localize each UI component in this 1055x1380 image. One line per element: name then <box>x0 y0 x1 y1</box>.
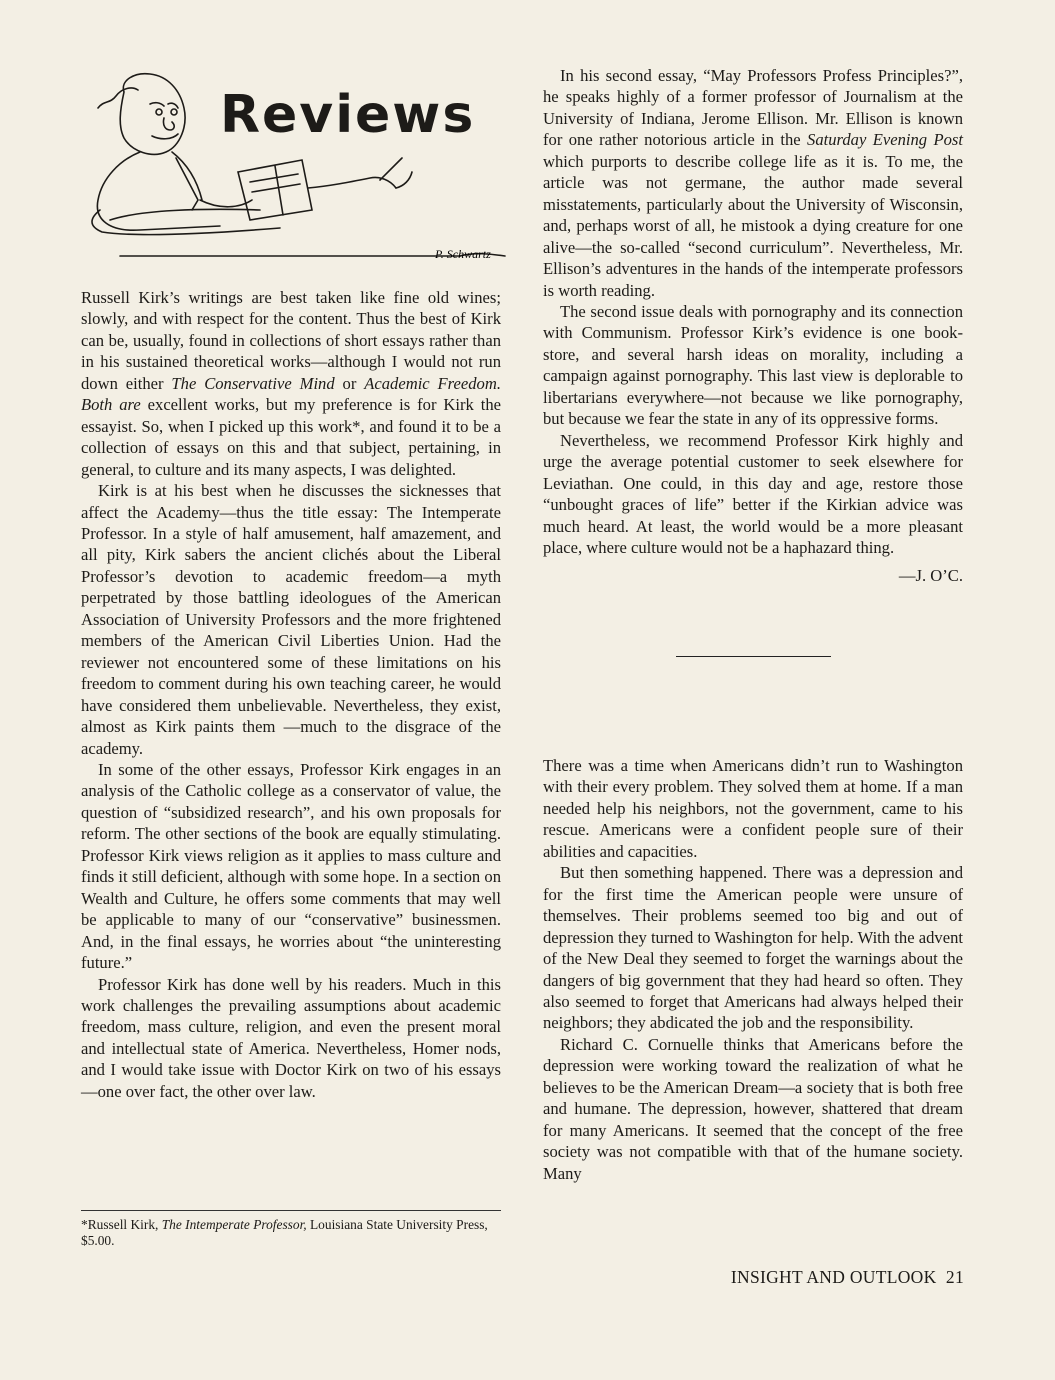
footnote-divider <box>81 1210 501 1211</box>
right-paragraph-1 <box>543 65 963 301</box>
second-review-paragraph-3: Richard C. Cornuelle thinks that Americans before the depression were working toward the realization of what he believes to be the American Dream—a society that is both free and humane. The depression, however, shattered that dream for many Americans. It seemed that the concept of the free society was not compatible with that of the humane society. Many <box>543 1034 963 1183</box>
page-number: 21 <box>945 1267 964 1287</box>
magazine-name: INSIGHT AND OUTLOOK <box>730 1267 937 1287</box>
footnote-book-title: The Intemperate Professor, <box>161 1217 307 1232</box>
section-separator <box>676 656 831 657</box>
second-review-paragraph-2: But then something happened. There was a depression and for the first time the American people were unsure of themselves. Their problems seemed too big and out of depression they turned to Washington for help. With the advent of the New Deal they seemed to forget the warnings about the dangers of big government that they had heard so often. They also seemed to forget that Americans had always helped their neighbors; they abdicated the job and the responsibility. <box>543 863 963 1033</box>
right-column-top <box>543 65 963 587</box>
reviews-title: Reviews <box>220 85 476 145</box>
left-p1-text-c: excellent works, but my preference is for Kirk the essayist. So, when I picked up this work*, and found it to be a collection of essays on this and that subject, pertaining, in general, to culture and its many aspects, I was delighted. <box>81 395 501 479</box>
left-column <box>81 287 501 1102</box>
reviews-header-illustration <box>80 60 510 275</box>
cartoon-reader-icon <box>80 60 510 275</box>
right-p1-text-b: which purports to describe college life as it is. To me, the article was not germane, the author made several misstatements, particularly about the University of Wisconsin, and, perhaps worst of all, he mistook a dying creature for one alive—the so-called “second curriculum”. Nevertheless, Mr. Ellison’s adventures in the hands of the intemperate professors is worth reading. <box>543 151 963 300</box>
footnote <box>81 1217 501 1248</box>
publication-title-saturday-evening-post: Saturday Evening Post <box>807 130 963 150</box>
left-p1-text-b: or <box>334 373 365 393</box>
left-paragraph-4: Professor Kirk has done well by his readers. Much in this work challenges the prevailing assumptions about academic freedom, mass culture, religion, and even the present moral and intellectual state of America. Nevertheless, Homer nods, and I would take issue with Doctor Kirk on two of his essays—one over fact, the other over law. <box>81 974 501 1101</box>
footnote-text-a: *Russell Kirk, <box>81 1217 162 1232</box>
right-paragraph-3: Nevertheless, we recommend Professor Kirk highly and urge the average potential customer to seek elsewhere for Leviathan. One could, in this day and age, restore those “unbought graces of life” better if the Kirkian advice was much heard. At least, the world would be a more pleasant place, where culture would not be a haphazard thing. <box>543 430 963 557</box>
footnote-text-b: Louisiana State University Press, $5.00. <box>81 1217 488 1248</box>
left-paragraph-2: Kirk is at his best when he discusses the sicknesses that affect the Academy—thus the title essay: The Intemperate Professor. In a style of half amusement, half amazement, and all pity, Kirk sabers the ancient clichés about the Liberal Professor’s devotion to academic freedom—a myth perpetrated by those battling ideologues of the American Association of University Professors and the more frightened members of the American Civil Liberties Union. Had the reviewer not encountered some of these limitations on his freedom to comment during his own teaching career, he would have considered them unbelievable. Nevertheless, they exist, almost as Kirk paints them —much to the disgrace of the academy. <box>81 481 501 758</box>
left-paragraph-3: In some of the other essays, Professor Kirk engages in an analysis of the Catholic college as a conservator of value, the question of “subsidized research”, and his own proposals for reform. The other sections of the book are equally stimulating. Professor Kirk views religion as it applies to mass culture and finds it still deficient, although with some hope. In a section on Wealth and Culture, he offers some comments that may well be applicable to many of our “conservative” businessmen. And, in the final essays, he worries about “the uninteresting future.” <box>81 759 501 973</box>
second-review-paragraph-1: There was a time when Americans didn’t run to Washington with their every problem. They solved them at home. If a man needed help his neighbors, not the government, came to his rescue. Americans were a confident people sure of their abilities and capacities. <box>543 756 963 861</box>
book-title-academic-freedom: Academic Freedom. Both are <box>81 373 501 415</box>
right-column-bottom <box>543 755 963 1184</box>
left-paragraph-1 <box>81 287 501 480</box>
book-title-conservative-mind: The Conservative Mind <box>171 373 335 393</box>
artist-signature: P. Schwartz <box>435 247 491 261</box>
right-p1-text-a: In his second essay, “May Professors Profess Principles?”, he speaks highly of a former professor of Journalism at the University of Indiana, Jerome Ellison. Mr. Ellison is known for one rather notorious article in the <box>543 66 963 150</box>
review-signature: —J. O’C. <box>898 566 963 586</box>
right-paragraph-2: The second issue deals with pornography and its connection with Communism. Professor Kirk’s evidence is one book-store, and several harsh ideas on morality, including a campaign against pornography. This last view is deplorable to libertarians everywhere—not because we like pornography, but because we fear the state in any of its oppressive forms. <box>543 301 963 429</box>
left-p1-text-a: Russell Kirk’s writings are best taken like fine old wines; slowly, and with respect for the content. Thus the best of Kirk can be, usually, found in collections of short essays rather than in his sustained theoretical works—although I would not run down either <box>81 288 501 393</box>
page-footer <box>702 1267 964 1288</box>
